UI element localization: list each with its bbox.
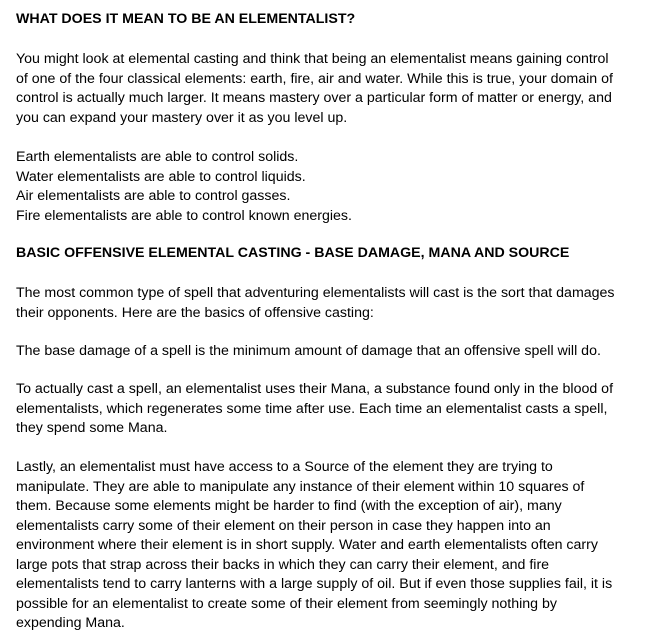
element-control-list [16,148,352,226]
text-line: Water elementalists are able to control liquids. [16,168,306,185]
section-heading-elementalist: WHAT DOES IT MEAN TO BE AN ELEMENTALIST? [16,11,356,27]
text-line: environment where their element is in short supply. Water and earth elementalists often carry [16,537,598,553]
text-line: The base damage of a spell is the minimum amount of damage that an offensive spell will do. [16,343,601,359]
source-paragraph [16,458,612,634]
base-damage-paragraph [16,342,601,362]
text-line: Earth elementalists are able to control solids. [16,149,299,165]
section-heading-offensive-casting: BASIC OFFENSIVE ELEMENTAL CASTING - BASE DAMAGE, MANA AND SOURCE [16,245,570,261]
text-line: You might look at elemental casting and think that being an elementalist means gaining control [16,51,609,67]
text-line: Air elementalists are able to control gasses. [16,188,291,204]
text-line: they spend some Mana. [16,420,168,436]
text-line: of one of the four classical elements: earth, fire, air and water. While this is true, your domain of [16,70,613,87]
text-line: possible for an elementalist to create some of their element from seemingly nothing by [16,595,557,612]
text-line: expending Mana. [16,615,125,631]
text-line: To actually cast a spell, an elementalist uses their Mana, a substance found only in the blood of [16,381,614,397]
text-line: you can expand your mastery over it as you level up. [16,109,348,126]
common-spell-paragraph [16,284,615,323]
text-line: Fire elementalists are able to control known energies. [16,207,352,224]
text-line: elementalists tend to carry lanterns with a large supply of oil. But if even those supplies fail, it is [16,576,613,592]
mana-paragraph [16,380,613,439]
text-line: elementalists carry some of their element on their person in case they happen into an [16,517,551,534]
text-line: their opponents. Here are the basics of offensive casting: [16,304,374,321]
intro-paragraph [16,50,613,128]
text-line: control is actually much larger. It means mastery over a particular form of matter or energy, and [16,90,612,106]
text-line: elementalists, which regenerates some time after use. Each time an elementalist casts a spell, [16,400,608,417]
text-line: large pots that strap across their backs in which they can carry their element, and fire [16,556,550,573]
text-line: them. Because some elements might be harder to find (with the exception of air), many [16,498,562,514]
text-line: manipulate. They are able to manipulate any instance of their element within 10 squares of [16,478,585,495]
text-line: Lastly, an elementalist must have access to a Source of the element they are trying to [16,459,553,475]
text-line: The most common type of spell that adventuring elementalists will cast is the sort that damages [16,285,615,301]
